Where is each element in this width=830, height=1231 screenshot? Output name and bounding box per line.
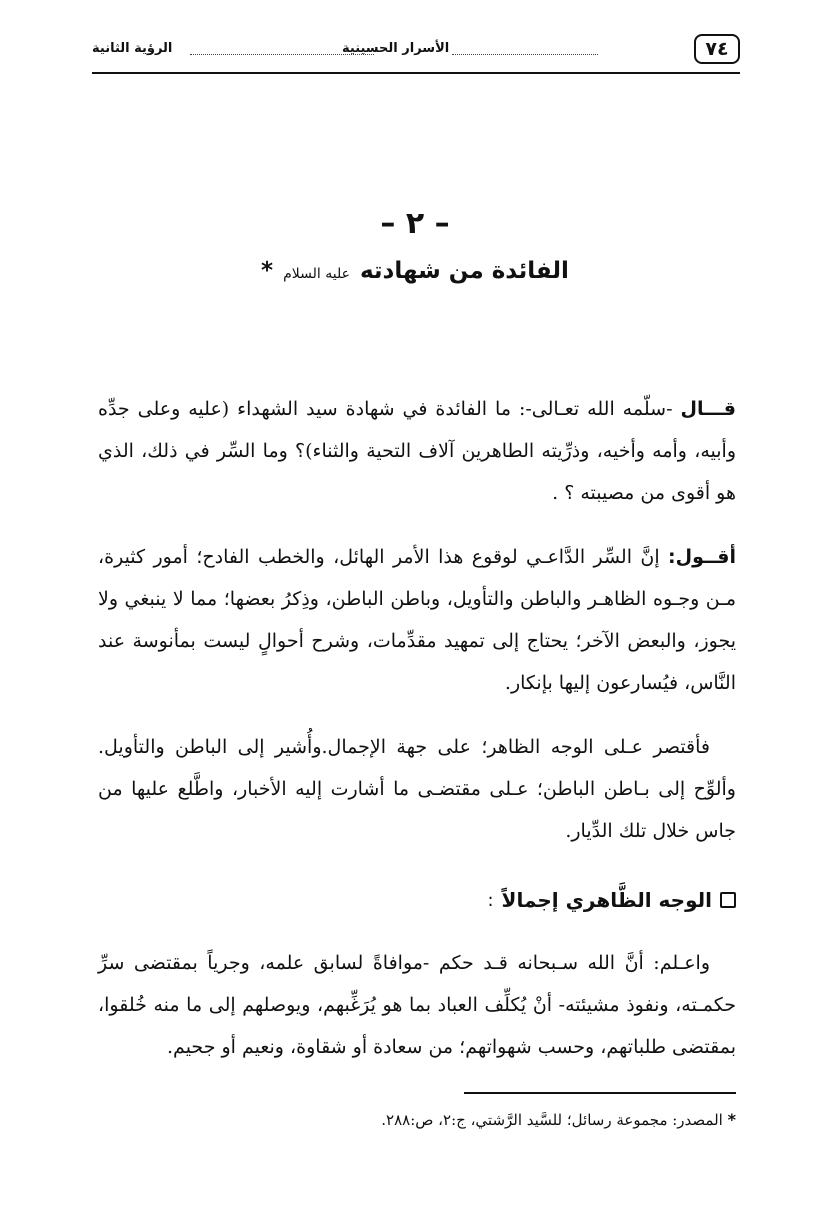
paragraph-text: إنَّ السِّر الدَّاعـي لوقوع هذا الأمر الهائل، والخطب الفادح؛ أمور كثيرة، مـن وجـوه الظاهـر والباطن والتأويل، وباطن الباطن، وذِكرُ بعضها؛ مما لا ينبغي ولا يجوز، والبعض الآخر؛ يحتاج إلى تمهيد مقدِّمات، وشرح أحوالٍ ليست بمأنوسة عند النَّاس، فيُسارعون إليها بإنكار. [98,546,736,694]
header-series-title: الرؤية الثانية [92,41,173,56]
paragraph-4 [98,942,736,1068]
footnote-star: * [727,1110,736,1129]
paragraph-text: فأقتصر عـلى الوجه الظاهر؛ على جهة الإجمال.وأُشير إلى الباطن والتأويل. وألوِّح إلى بـاطن الباطن؛ عـلى مقتضـى ما أشارت إليه الأخبار، واطَّلع عليها من جاس خلال تلك الدِّيار. [98,736,736,842]
chapter-title: الفائدة من شهادته [359,258,569,284]
footnote-text: المصدر: مجموعة رسائل؛ للسَّيد الرَّشتي، ج:٢، ص:٢٨٨. [381,1111,723,1129]
chapter-title-line [0,258,830,284]
paragraph-text: واعـلم: أنَّ الله سـبحانه قـد حكم -موافاةً لسابق علمه، وجرياً بمقتضى سرِّ حكمـته، ونفوذ مشيئته- أنْ يُكلِّف العباد بما هو يُرَغِّبهم، ويوصلهم إلى ما منه خُلقوا، بمقتضى طلباتهم، وحسب شهواتهم؛ من سعادة أو شقاوة، ونعيم أو جحيم. [98,952,736,1058]
square-bullet-icon [720,892,736,908]
paragraph-3 [98,726,736,852]
header-dots-left [190,54,374,55]
page-number: ٧٤ [694,34,740,64]
section-heading-colon: : [487,889,494,911]
header-dots-right [452,54,598,55]
paragraph-2 [98,536,736,704]
paragraph-lead: أقــول: [668,546,736,568]
paragraph-lead: قـــال [680,398,736,420]
honorific-glyph: عليه السلام [283,266,350,282]
footnote-rule [464,1092,736,1094]
section-heading [96,888,736,912]
section-heading-text: الوجه الظَّاهري إجمالاً [501,888,712,912]
running-header [92,30,740,70]
paragraph-1 [98,388,736,514]
footnote [96,1108,736,1132]
paragraph-text: -سلّمه الله تعـالى-: ما الفائدة في شهادة سيد الشهداء (عليه وعلى جدِّه وأبيه، وأمه وأخيه، وذرِّيته الطاهرين آلاف التحية والثناء)؟ وما السِّر في ذلك، الذي هو أقوى من مصيبته ؟ . [98,398,736,504]
header-rule [92,72,740,74]
header-book-title: الأسرار الحسينية [342,41,450,56]
chapter-number: – ٢ – [380,206,450,241]
footnote-marker: * [261,258,274,284]
